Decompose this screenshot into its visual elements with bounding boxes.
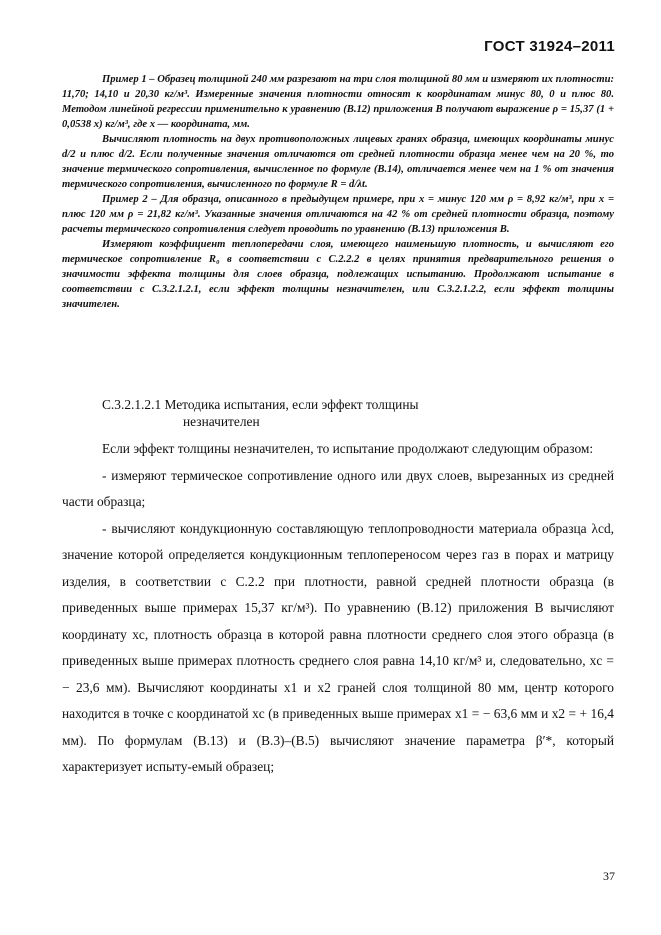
clause-heading bbox=[102, 396, 582, 430]
body-intro-paragraph: Если эффект толщины незначителен, то испытание продолжают следующим образом: bbox=[102, 441, 594, 456]
page-number: 37 bbox=[603, 869, 615, 883]
body-text bbox=[62, 436, 614, 781]
body-step-2: - вычисляют кондукционную составляющую теплопроводности материала образца λcd, значение которой определяется кондукционным теплопереносом через газ в порах и матрицу изделия, в соответствии с С.2.2 при плотности, равной средней плотности образца (в приведенных выше примерах 15,37 кг/м³). По уравнению (B.12) приложения В вычисляют координату xc, плотность образца в которой равна плотности среднего слоя этого образца (в приведенных выше примерах плотность среднего слоя равна 14,10 кг/м³ и, следовательно, xc = − 23,6 мм). Вычисляют координаты x1 и x2 граней слоя толщиной 80 мм, центр которого находится в точке с координатой xc (в приведенных выше примерах x1 = − 63,6 мм и x2 = + 16,4 мм). По формулам (B.13) и (B.3)–(B.5) вычисляют значение параметра β′*, который характеризует испыту-емый образец; bbox=[62, 520, 614, 774]
density-check-paragraph: Вычисляют плотность на двух противоположных лицевых гранях образца, имеющих координаты минус d/2 и плюс d/2. Если полученные значения отличаются от средней плотности образца менее чем на 20 %, то значение термического сопротивления, вычисленное по формуле (B.14), отличается менее чем на 1 % от значения термического сопротивления, вычисленного по формуле R = d/λt. bbox=[62, 134, 614, 190]
example-notes bbox=[62, 72, 614, 312]
thickness-effect-paragraph: Измеряют коэффициент теплопередачи слоя, имеющего наименьшую плотность, и вычисляют его термическое сопротивление R₀ в соответствии с С.2.2.2 в целях принятия предварительного решения о значимости эффекта толщины для слоев образца, подлежащих испытанию. Продолжают испытание в соответствии с С.3.2.1.2.1, если эффект толщины незначителен, или С.3.2.1.2.2, если эффект толщины значителен. bbox=[62, 239, 614, 310]
example-1-paragraph: Пример 1 – Образец толщиной 240 мм разрезают на три слоя толщиной 80 мм и измеряют их плотности: 11,70; 14,10 и 20,30 кг/м³. Измеренные значения плотности относят к координатам минус 80, 0 и плюс 80. Методом линейной регрессии применительно к уравнению (B.12) приложения В получают выражение ρ = 15,37 (1 + 0,0538 x) кг/м³, где x — координата, мм. bbox=[62, 74, 614, 130]
clause-heading-line-2: незначителен bbox=[183, 414, 260, 429]
clause-heading-line-1: С.3.2.1.2.1 Методика испытания, если эффект толщины bbox=[102, 397, 419, 412]
body-step-1: - измеряют термическое сопротивление одного или двух слоев, вырезанных из средней части образца; bbox=[62, 467, 614, 509]
standard-header: ГОСТ 31924–2011 bbox=[484, 38, 615, 55]
example-2-paragraph: Пример 2 – Для образца, описанного в предыдущем примере, при x = минус 120 мм ρ = 8,92 кг/м³, при x = плюс 120 мм ρ = 21,82 кг/м³. Указанные значения отличаются на 42 % от средней плотности образца, поэтому расчеты термического сопротивления следует проводить по уравнению (B.13) приложения B. bbox=[62, 194, 614, 235]
